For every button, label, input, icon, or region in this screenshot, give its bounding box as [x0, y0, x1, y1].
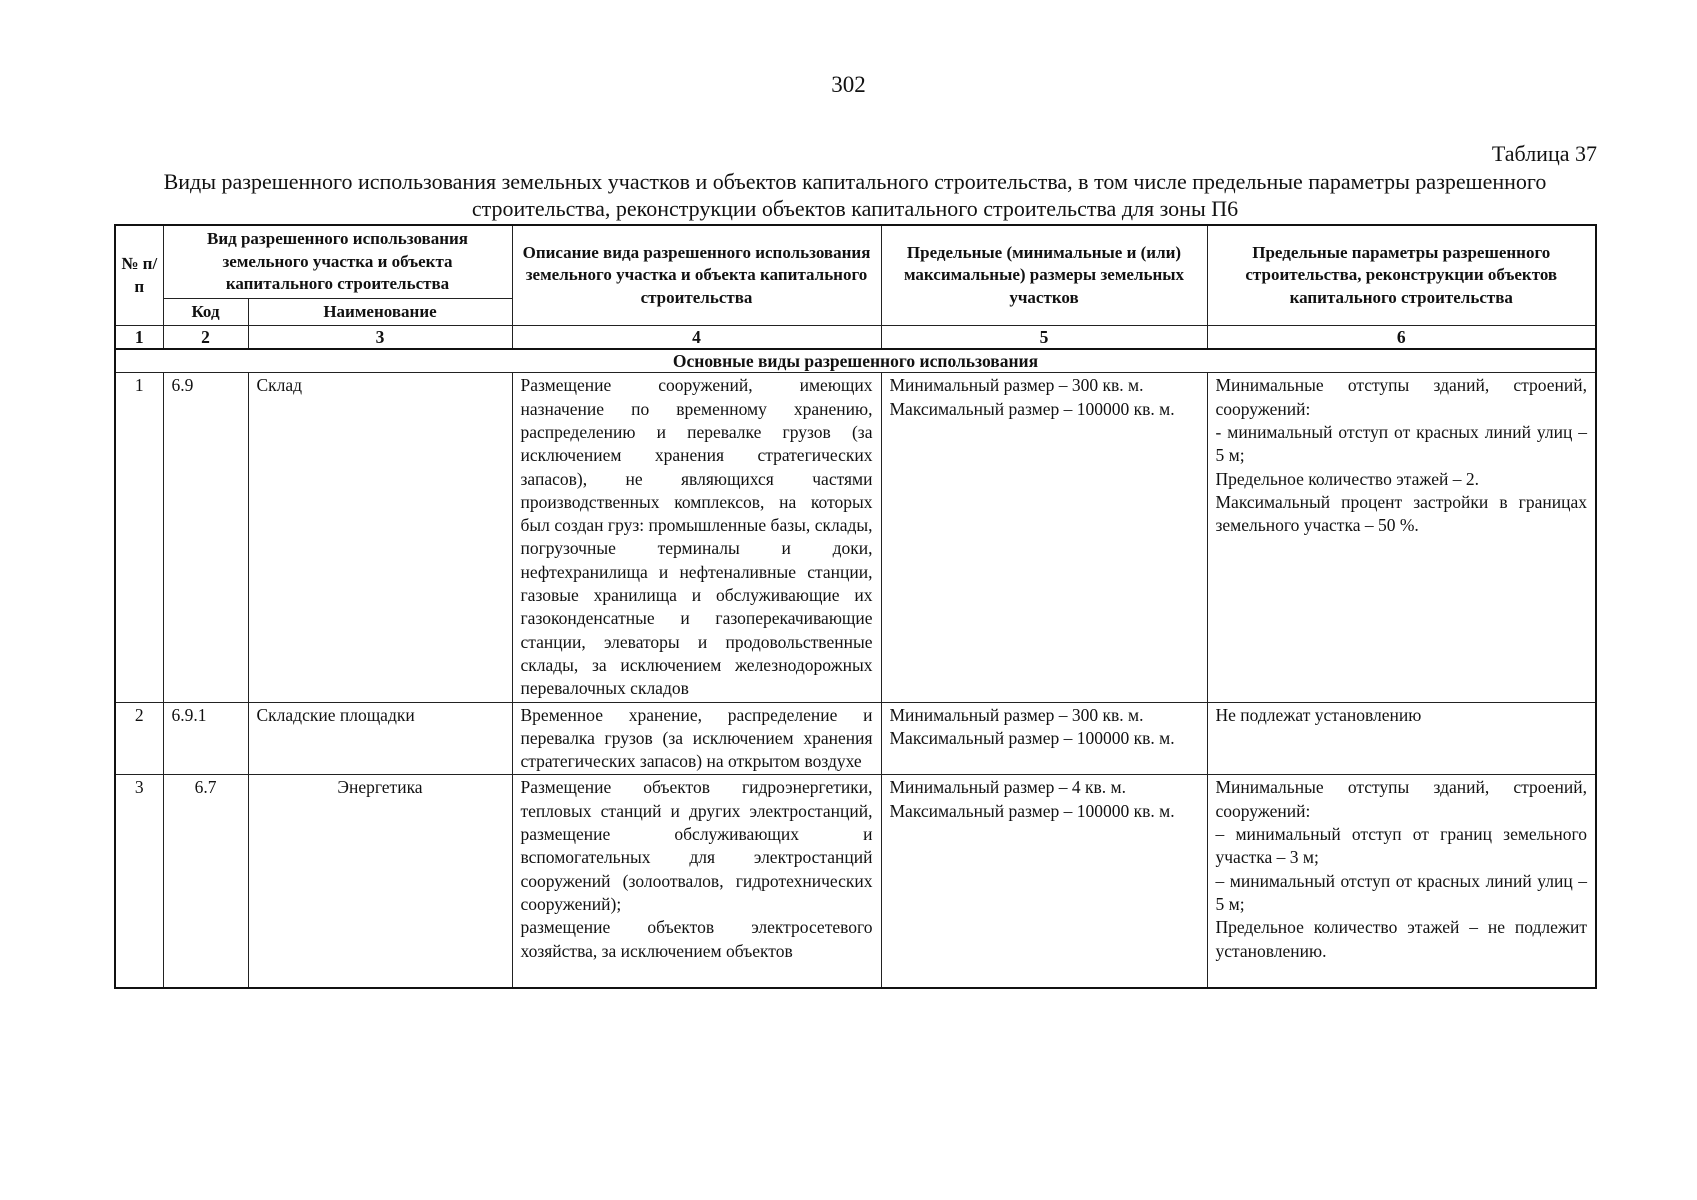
limit-min: Минимальный размер – 300 кв. м. — [889, 375, 1144, 396]
description-line: Размещение объектов гидроэнергетики, тепловых станций и других электростанций, размещение обслуживающих и вспомогательных для электростанций сооружений (золоотвалов, гидротехнических сооружений); — [520, 777, 873, 914]
column-number: 6 — [1207, 326, 1596, 350]
row-code: 6.7 — [163, 775, 248, 989]
param-line: Предельное количество этажей – не подлежит установлению. — [1215, 917, 1587, 961]
param-line: Минимальные отступы зданий, строений, сооружений: — [1215, 777, 1587, 821]
row-limits — [881, 775, 1207, 989]
row-name: Склад — [248, 373, 512, 702]
column-number: 4 — [512, 326, 881, 350]
row-params — [1207, 775, 1596, 989]
header-description: Описание вида разрешенного использования земельного участка и объекта капитального строительства — [512, 225, 881, 326]
column-number: 1 — [115, 326, 163, 350]
zoning-table — [114, 224, 1597, 989]
row-params — [1207, 702, 1596, 775]
header-code: Код — [163, 298, 248, 326]
table-row — [115, 373, 1596, 702]
column-numbers-row — [115, 326, 1596, 350]
section-title: Основные виды разрешенного использования — [115, 349, 1596, 373]
param-line: Не подлежат установлению — [1215, 704, 1422, 725]
row-num: 1 — [115, 373, 163, 702]
row-num: 2 — [115, 702, 163, 775]
param-line: Максимальный процент застройки в границах земельного участка – 50 %. — [1215, 491, 1587, 536]
row-name: Энергетика — [248, 775, 512, 989]
row-params — [1207, 373, 1596, 702]
param-line: – минимальный отступ от границ земельного участка – 3 м; — [1215, 824, 1587, 868]
row-description: Размещение сооружений, имеющих назначение по временному хранению, распределению и перевалке грузов (за исключением хранения стратегических запасов), не являющихся частями производственных комплексов, на которых был создан груз: промышленные базы, склады, погрузочные терминалы и доки, нефтехранилища и нефтеналивные станции, газовые хранилища и обслуживающие их газоконденсатные и газоперекачивающие станции, элеваторы и продовольственные склады, за исключением железнодорожных перевалочных складов — [512, 373, 881, 702]
param-line: – минимальный отступ от красных линий улиц – 5 м; — [1215, 870, 1587, 914]
limit-min: Минимальный размер – 4 кв. м. — [889, 777, 1126, 798]
row-limits — [881, 373, 1207, 702]
header-name: Наименование — [248, 298, 512, 326]
header-limits: Предельные (минимальные и (или) максимальные) размеры земельных участков — [881, 225, 1207, 326]
param-line: Минимальные отступы зданий, строений, сооружений: — [1215, 375, 1587, 419]
header-kind-group: Вид разрешенного использования земельного участка и объекта капитального строительства — [163, 225, 512, 298]
table-title: Виды разрешенного использования земельных участков и объектов капитального строительства, в том числе предельные параметры разрешенного строительства, реконструкции объектов капитального строительства для зоны П6 — [163, 169, 1547, 221]
param-line: - минимальный отступ от красных линий улиц – 5 м; — [1215, 421, 1587, 466]
table-row — [115, 775, 1596, 989]
limit-max: Максимальный размер – 100000 кв. м. — [889, 800, 1175, 821]
row-name: Складские площадки — [248, 702, 512, 775]
header-num: № п/п — [115, 225, 163, 326]
page-number: 302 — [831, 72, 866, 97]
row-num: 3 — [115, 775, 163, 989]
row-description — [512, 775, 881, 989]
column-number: 3 — [248, 326, 512, 350]
limit-min: Минимальный размер – 300 кв. м. — [889, 704, 1144, 725]
header-params: Предельные параметры разрешенного строительства, реконструкции объектов капитального строительства — [1207, 225, 1596, 326]
table-label: Таблица 37 — [1491, 141, 1597, 166]
description-line: размещение объектов электросетевого хозяйства, за исключением объектов — [520, 917, 873, 961]
limit-max: Максимальный размер – 100000 кв. м. — [889, 727, 1175, 748]
row-code: 6.9 — [163, 373, 248, 702]
limit-max: Максимальный размер – 100000 кв. м. — [889, 398, 1175, 419]
row-description: Временное хранение, распределение и перевалка грузов (за исключением хранения стратегических запасов) на открытом воздухе — [512, 702, 881, 775]
row-limits — [881, 702, 1207, 775]
row-code: 6.9.1 — [163, 702, 248, 775]
section-row — [115, 349, 1596, 373]
param-line: Предельное количество этажей – 2. — [1215, 468, 1479, 489]
column-number: 2 — [163, 326, 248, 350]
column-number: 5 — [881, 326, 1207, 350]
table-row — [115, 702, 1596, 775]
